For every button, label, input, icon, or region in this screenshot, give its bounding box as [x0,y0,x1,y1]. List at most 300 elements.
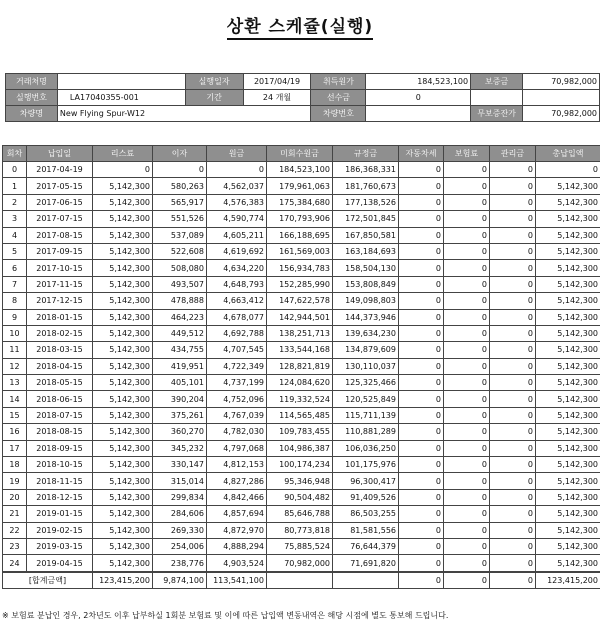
deposit-label: 보증금 [471,74,523,90]
management-fee-cell: 0 [490,227,536,243]
table-row [3,194,600,210]
schedule-body [3,162,600,572]
settlement-amount-cell: 139,634,230 [333,325,399,341]
payment-date-cell: 2018-06-15 [27,391,93,407]
outstanding-principal-cell: 95,346,948 [267,473,333,489]
table-row [3,358,600,374]
payment-date-cell: 2018-11-15 [27,473,93,489]
lease-fee-cell: 5,142,300 [93,407,153,423]
blank-cell [471,90,523,106]
insurance-cell: 0 [444,276,490,292]
management-fee-cell: 0 [490,375,536,391]
blank-cell [523,90,600,106]
col-header: 규정금 [333,146,399,162]
payment-date-cell: 2018-12-15 [27,489,93,505]
outstanding-principal-cell: 124,084,620 [267,375,333,391]
installment-no-cell: 20 [3,489,27,505]
outstanding-principal-cell: 104,986,387 [267,440,333,456]
table-row [3,375,600,391]
vehicle-tax-cell: 0 [399,555,444,572]
principal-cell: 4,812,153 [207,457,267,473]
settlement-amount-cell: 163,184,693 [333,243,399,259]
principal-cell: 4,707,545 [207,342,267,358]
total-interest: 9,874,100 [153,572,207,589]
settlement-amount-cell: 110,881,289 [333,424,399,440]
total-payment-cell: 5,142,300 [536,358,600,374]
management-fee-cell: 0 [490,342,536,358]
document-title: 상환 스케쥴(실행) [0,12,600,37]
installment-no-cell: 13 [3,375,27,391]
settlement-amount-cell: 101,175,976 [333,457,399,473]
installment-no-cell: 5 [3,243,27,259]
total-payment-cell: 5,142,300 [536,309,600,325]
col-header: 납입일 [27,146,93,162]
col-header: 회차 [3,146,27,162]
payment-date-cell: 2017-09-15 [27,243,93,259]
table-row [3,309,600,325]
payment-date-cell: 2018-03-15 [27,342,93,358]
insurance-cell: 0 [444,440,490,456]
vehicle-tax-cell: 0 [399,407,444,423]
lease-fee-cell: 5,142,300 [93,309,153,325]
exec-date-value: 2017/04/19 [243,74,311,90]
settlement-amount-cell: 71,691,820 [333,555,399,572]
installment-no-cell: 2 [3,194,27,210]
installment-no-cell: 3 [3,211,27,227]
table-row [3,293,600,309]
total-payment-cell: 5,142,300 [536,211,600,227]
total-payment-cell: 5,142,300 [536,276,600,292]
total-payment-cell: 5,142,300 [536,538,600,554]
installment-no-cell: 15 [3,407,27,423]
interest-cell: 390,204 [153,391,207,407]
table-row [3,506,600,522]
table-row [3,227,600,243]
lease-fee-cell: 5,142,300 [93,260,153,276]
acquisition-cost-value: 184,523,100 [366,74,471,90]
total-payment-cell: 5,142,300 [536,227,600,243]
installment-no-cell: 18 [3,457,27,473]
insurance-cell: 0 [444,293,490,309]
management-fee-cell: 0 [490,391,536,407]
payment-date-cell: 2018-10-15 [27,457,93,473]
total-management: 0 [490,572,536,589]
vehicle-number-value [366,106,471,122]
insurance-cell: 0 [444,194,490,210]
info-row-3 [6,106,600,122]
vehicle-tax-cell: 0 [399,522,444,538]
interest-cell: 375,261 [153,407,207,423]
vehicle-tax-cell: 0 [399,473,444,489]
payment-date-cell: 2018-04-15 [27,358,93,374]
outstanding-principal-cell: 156,934,783 [267,260,333,276]
insurance-cell: 0 [444,358,490,374]
management-fee-cell: 0 [490,211,536,227]
table-row [3,538,600,554]
management-fee-cell: 0 [490,325,536,341]
settlement-amount-cell: 186,368,331 [333,162,399,178]
vehicle-tax-cell: 0 [399,325,444,341]
principal-cell: 4,634,220 [207,260,267,276]
table-row [3,391,600,407]
table-row [3,555,600,572]
info-row-1 [6,74,600,90]
lease-fee-cell: 5,142,300 [93,473,153,489]
management-fee-cell: 0 [490,440,536,456]
insurance-cell: 0 [444,375,490,391]
residual-value-label: 무보증잔가 [471,106,523,122]
table-row [3,243,600,259]
insurance-cell: 0 [444,342,490,358]
total-payment-cell: 5,142,300 [536,555,600,572]
settlement-amount-cell: 96,300,417 [333,473,399,489]
management-fee-cell: 0 [490,162,536,178]
interest-cell: 508,080 [153,260,207,276]
col-header: 보험료 [444,146,490,162]
lease-fee-cell: 5,142,300 [93,325,153,341]
payment-date-cell: 2019-01-15 [27,506,93,522]
principal-cell: 4,782,030 [207,424,267,440]
installment-no-cell: 22 [3,522,27,538]
total-sum: 123,415,200 [536,572,600,589]
installment-no-cell: 7 [3,276,27,292]
settlement-amount-cell: 158,504,130 [333,260,399,276]
customer-value [57,74,185,90]
settlement-amount-cell: 86,503,255 [333,506,399,522]
payment-date-cell: 2018-02-15 [27,325,93,341]
principal-cell: 4,872,970 [207,522,267,538]
installment-no-cell: 17 [3,440,27,456]
principal-cell: 0 [207,162,267,178]
insurance-cell: 0 [444,309,490,325]
total-payment-cell: 5,142,300 [536,243,600,259]
settlement-amount-cell: 172,501,845 [333,211,399,227]
principal-cell: 4,692,788 [207,325,267,341]
interest-cell: 493,507 [153,276,207,292]
management-fee-cell: 0 [490,506,536,522]
management-fee-cell: 0 [490,194,536,210]
insurance-cell: 0 [444,473,490,489]
lease-fee-cell: 5,142,300 [93,227,153,243]
residual-value-value: 70,982,000 [523,106,600,122]
payment-date-cell: 2017-10-15 [27,260,93,276]
payment-date-cell: 2017-12-15 [27,293,93,309]
table-row [3,473,600,489]
management-fee-cell: 0 [490,555,536,572]
outstanding-principal-cell: 161,569,003 [267,243,333,259]
interest-cell: 360,270 [153,424,207,440]
settlement-amount-cell: 91,409,526 [333,489,399,505]
outstanding-principal-cell: 75,885,524 [267,538,333,554]
total-payment-cell: 5,142,300 [536,194,600,210]
total-payment-cell: 5,142,300 [536,342,600,358]
lease-fee-cell: 5,142,300 [93,375,153,391]
outstanding-principal-cell: 175,384,680 [267,194,333,210]
settlement-amount-cell: 106,036,250 [333,440,399,456]
outstanding-principal-cell: 166,188,695 [267,227,333,243]
principal-cell: 4,827,286 [207,473,267,489]
outstanding-principal-cell: 142,944,501 [267,309,333,325]
exec-number-value: LA17040355-001 [57,90,185,106]
management-fee-cell: 0 [490,276,536,292]
col-header: 총납입액 [536,146,600,162]
insurance-cell: 0 [444,555,490,572]
outstanding-principal-cell: 128,821,819 [267,358,333,374]
col-header: 이자 [153,146,207,162]
interest-cell: 464,223 [153,309,207,325]
interest-cell: 284,606 [153,506,207,522]
total-principal: 113,541,100 [207,572,267,589]
lease-fee-cell: 5,142,300 [93,489,153,505]
payment-date-cell: 2019-03-15 [27,538,93,554]
total-payment-cell: 5,142,300 [536,391,600,407]
lease-fee-cell: 5,142,300 [93,211,153,227]
installment-no-cell: 10 [3,325,27,341]
management-fee-cell: 0 [490,178,536,194]
period-value: 24 개월 [243,90,311,106]
management-fee-cell: 0 [490,243,536,259]
vehicle-tax-cell: 0 [399,293,444,309]
vehicle-name-value: New Flying Spur-W12 [57,106,311,122]
principal-cell: 4,605,211 [207,227,267,243]
table-row [3,276,600,292]
lease-fee-cell: 5,142,300 [93,178,153,194]
principal-cell: 4,903,524 [207,555,267,572]
lease-fee-cell: 5,142,300 [93,293,153,309]
vehicle-tax-cell: 0 [399,178,444,194]
principal-cell: 4,663,412 [207,293,267,309]
interest-cell: 0 [153,162,207,178]
interest-cell: 537,089 [153,227,207,243]
deposit-value: 70,982,000 [523,74,600,90]
settlement-amount-cell: 134,879,609 [333,342,399,358]
installment-no-cell: 4 [3,227,27,243]
management-fee-cell: 0 [490,293,536,309]
principal-cell: 4,752,096 [207,391,267,407]
total-payment-cell: 5,142,300 [536,440,600,456]
insurance-cell: 0 [444,227,490,243]
payment-date-cell: 2019-04-15 [27,555,93,572]
total-payment-cell: 5,142,300 [536,293,600,309]
lease-fee-cell: 5,142,300 [93,358,153,374]
installment-no-cell: 11 [3,342,27,358]
table-row [3,424,600,440]
exec-date-label: 실행일자 [185,74,243,90]
lease-fee-cell: 5,142,300 [93,522,153,538]
total-payment-cell: 5,142,300 [536,506,600,522]
outstanding-principal-cell: 152,285,990 [267,276,333,292]
settlement-amount-cell: 120,525,849 [333,391,399,407]
management-fee-cell: 0 [490,260,536,276]
principal-cell: 4,562,037 [207,178,267,194]
repayment-schedule-table [2,145,600,589]
interest-cell: 478,888 [153,293,207,309]
settlement-amount-cell: 149,098,803 [333,293,399,309]
installment-no-cell: 8 [3,293,27,309]
lease-fee-cell: 5,142,300 [93,276,153,292]
management-fee-cell: 0 [490,522,536,538]
interest-cell: 238,776 [153,555,207,572]
col-header: 원금 [207,146,267,162]
insurance-cell: 0 [444,489,490,505]
management-fee-cell: 0 [490,538,536,554]
interest-cell: 345,232 [153,440,207,456]
col-header: 자동차세 [399,146,444,162]
total-payment-cell: 5,142,300 [536,473,600,489]
vehicle-tax-cell: 0 [399,489,444,505]
table-row [3,489,600,505]
payment-date-cell: 2018-09-15 [27,440,93,456]
management-fee-cell: 0 [490,309,536,325]
installment-no-cell: 14 [3,391,27,407]
payment-date-cell: 2017-04-19 [27,162,93,178]
installment-no-cell: 16 [3,424,27,440]
lease-fee-cell: 5,142,300 [93,391,153,407]
total-payment-cell: 0 [536,162,600,178]
payment-date-cell: 2017-11-15 [27,276,93,292]
management-fee-cell: 0 [490,407,536,423]
interest-cell: 565,917 [153,194,207,210]
total-payment-cell: 5,142,300 [536,407,600,423]
vehicle-name-label: 차량명 [6,106,58,122]
principal-cell: 4,678,077 [207,309,267,325]
installment-no-cell: 19 [3,473,27,489]
table-row [3,211,600,227]
interest-cell: 315,014 [153,473,207,489]
principal-cell: 4,737,199 [207,375,267,391]
settlement-amount-cell: 144,373,946 [333,309,399,325]
insurance-cell: 0 [444,260,490,276]
installment-no-cell: 1 [3,178,27,194]
interest-cell: 580,263 [153,178,207,194]
insurance-cell: 0 [444,325,490,341]
settlement-amount-cell: 81,581,556 [333,522,399,538]
vehicle-tax-cell: 0 [399,309,444,325]
table-row [3,162,600,178]
col-header: 리스료 [93,146,153,162]
vehicle-tax-cell: 0 [399,227,444,243]
customer-label: 거래처명 [6,74,58,90]
insurance-cell: 0 [444,391,490,407]
principal-cell: 4,767,039 [207,407,267,423]
total-tax: 0 [399,572,444,589]
settlement-amount-cell: 125,325,466 [333,375,399,391]
payment-date-cell: 2018-01-15 [27,309,93,325]
principal-cell: 4,857,694 [207,506,267,522]
vehicle-tax-cell: 0 [399,457,444,473]
management-fee-cell: 0 [490,489,536,505]
management-fee-cell: 0 [490,358,536,374]
info-row-2 [6,90,600,106]
total-payment-cell: 5,142,300 [536,325,600,341]
principal-cell: 4,888,294 [207,538,267,554]
outstanding-principal-cell: 119,332,524 [267,391,333,407]
outstanding-principal-cell: 179,961,063 [267,178,333,194]
payment-date-cell: 2019-02-15 [27,522,93,538]
installment-no-cell: 9 [3,309,27,325]
vehicle-tax-cell: 0 [399,538,444,554]
total-label: [합계금액] [3,572,93,589]
interest-cell: 254,006 [153,538,207,554]
interest-cell: 551,526 [153,211,207,227]
payment-date-cell: 2017-07-15 [27,211,93,227]
payment-date-cell: 2018-08-15 [27,424,93,440]
total-payment-cell: 5,142,300 [536,260,600,276]
installment-no-cell: 0 [3,162,27,178]
lease-fee-cell: 5,142,300 [93,194,153,210]
vehicle-number-label: 차량번호 [311,106,366,122]
insurance-cell: 0 [444,424,490,440]
vehicle-tax-cell: 0 [399,440,444,456]
vehicle-tax-cell: 0 [399,162,444,178]
vehicle-tax-cell: 0 [399,194,444,210]
settlement-amount-cell: 130,110,037 [333,358,399,374]
period-label: 기간 [185,90,243,106]
acquisition-cost-label: 취득원가 [311,74,366,90]
vehicle-tax-cell: 0 [399,424,444,440]
total-payment-cell: 5,142,300 [536,522,600,538]
table-row [3,260,600,276]
interest-cell: 419,951 [153,358,207,374]
settlement-amount-cell: 115,711,139 [333,407,399,423]
total-row [3,572,600,589]
total-lease: 123,415,200 [93,572,153,589]
schedule-header-row [3,146,600,162]
insurance-cell: 0 [444,506,490,522]
vehicle-tax-cell: 0 [399,391,444,407]
insurance-cell: 0 [444,162,490,178]
payment-date-cell: 2018-05-15 [27,375,93,391]
exec-number-label: 실행번호 [6,90,58,106]
interest-cell: 330,147 [153,457,207,473]
vehicle-tax-cell: 0 [399,243,444,259]
outstanding-principal-cell: 114,565,485 [267,407,333,423]
lease-fee-cell: 5,142,300 [93,440,153,456]
blank-cell [267,572,333,589]
lease-fee-cell: 5,142,300 [93,424,153,440]
lease-fee-cell: 5,142,300 [93,555,153,572]
table-row [3,342,600,358]
outstanding-principal-cell: 100,174,234 [267,457,333,473]
footnote: ※ 보험료 분납인 경우, 2차년도 이후 납부하실 1회분 보험료 및 이에 따른 납입액 변동내역은 해당 시점에 별도 통보해 드립니다. [2,611,449,620]
advance-payment-label: 선수금 [311,90,366,106]
insurance-cell: 0 [444,538,490,554]
installment-no-cell: 23 [3,538,27,554]
principal-cell: 4,619,692 [207,243,267,259]
settlement-amount-cell: 167,850,581 [333,227,399,243]
total-payment-cell: 5,142,300 [536,424,600,440]
insurance-cell: 0 [444,522,490,538]
vehicle-tax-cell: 0 [399,342,444,358]
outstanding-principal-cell: 147,622,578 [267,293,333,309]
total-payment-cell: 5,142,300 [536,375,600,391]
outstanding-principal-cell: 133,544,168 [267,342,333,358]
settlement-amount-cell: 181,760,673 [333,178,399,194]
interest-cell: 522,608 [153,243,207,259]
insurance-cell: 0 [444,211,490,227]
principal-cell: 4,722,349 [207,358,267,374]
blank-cell [333,572,399,589]
installment-no-cell: 24 [3,555,27,572]
total-insurance: 0 [444,572,490,589]
table-row [3,440,600,456]
management-fee-cell: 0 [490,424,536,440]
outstanding-principal-cell: 80,773,818 [267,522,333,538]
payment-date-cell: 2018-07-15 [27,407,93,423]
outstanding-principal-cell: 85,646,788 [267,506,333,522]
principal-cell: 4,797,068 [207,440,267,456]
settlement-amount-cell: 177,138,526 [333,194,399,210]
